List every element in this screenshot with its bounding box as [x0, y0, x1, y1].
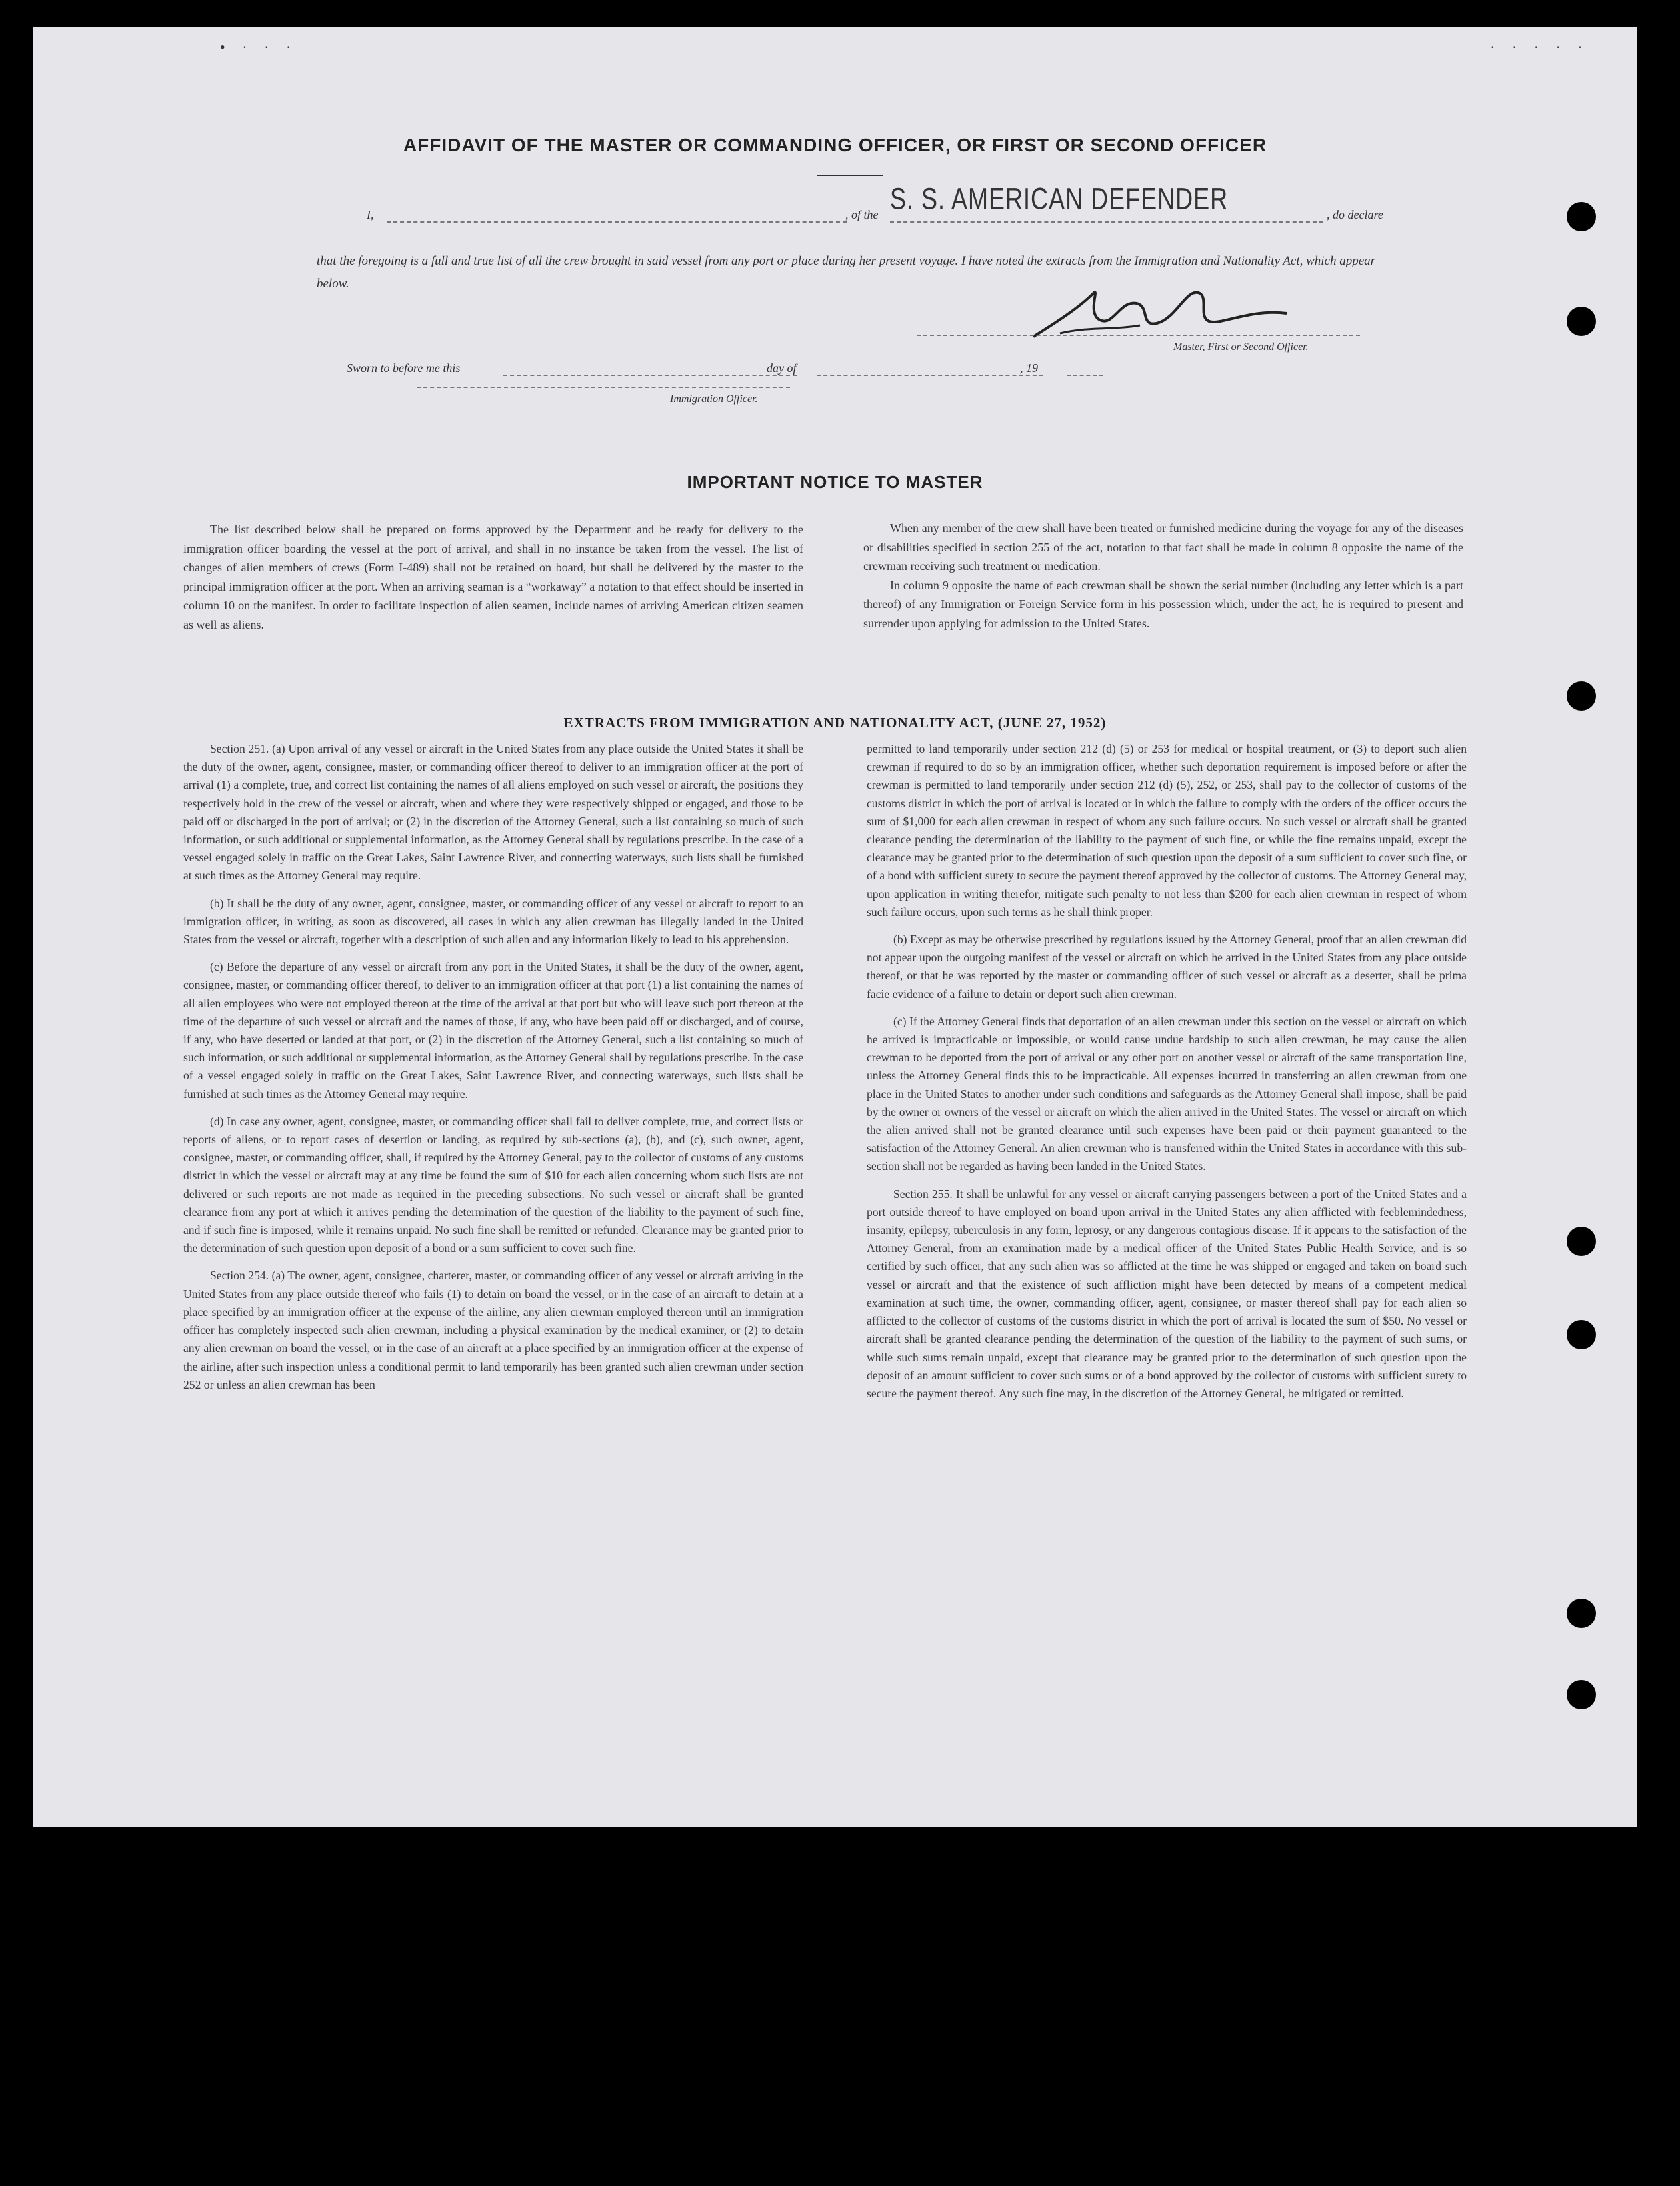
- sworn-year-field[interactable]: [1067, 375, 1103, 376]
- sworn-label: Sworn to before me this: [347, 361, 461, 375]
- immigration-officer-caption: Immigration Officer.: [670, 393, 758, 405]
- affidavit-page: [33, 27, 1637, 1827]
- notice-title: IMPORTANT NOTICE TO MASTER: [687, 472, 983, 492]
- extract-section-255: Section 255. It shall be unlawful for any vessel or aircraft carrying passengers between a port of the United States and a port outside thereof to have employed on board upon arrival in the United States any alien afflicted with feeblemindedness, insanity, epilepsy, tuberculosis in any form, leprosy, or any dangerous contagious disease. If it appears to the satisfaction of the Attorney General, from an examination made by a medical officer of the United States Public Health Service, and is so certified by such officer, that any such alien was so afflicted at the time he was shipped or engaged and taken on board such vessel or aircraft and that the existence of such affliction might have been detected by means of a competent medical examination at such time, the owner, commanding officer, agent, consignee, or master thereof shall pay for each alien so afflicted to the collector of customs of the customs district in which the port of arrival is located the sum of $50. No vessel or aircraft shall be granted clearance pending the determination of the question of the liability to the payment of such sums, or while such sums remain unpaid, except that clearance may be granted prior to the determination of such question upon the deposit of an amount sufficient to cover such sums or of a bond approved by the collector of customs with sufficient surety to secure the payment thereof. Any such fine may, in the discretion of the Attorney General, be mitigated or remitted.: [867, 1187, 1467, 1400]
- notice-right-paragraph-2: In column 9 opposite the name of each crewman shall be shown the serial number (including any letter which is a part thereof) of any Immigration or Foreign Service form in his possession which, under the act, he is required to present and surrender upon applying for admission to the United States.: [863, 578, 1463, 630]
- master-caption: Master, First or Second Officer.: [1173, 341, 1309, 353]
- punch-hole: [1567, 1227, 1596, 1256]
- edge-marks-right: · · · · ·: [1490, 39, 1589, 55]
- immigration-officer-signature-field[interactable]: [417, 387, 790, 388]
- affidavit-title: AFFIDAVIT OF THE MASTER OR COMMANDING OFFICER, OR FIRST OR SECOND OFFICER: [403, 135, 1267, 155]
- punch-hole: [1567, 307, 1596, 336]
- year-label: , 19: [1020, 361, 1038, 375]
- i-label: I,: [367, 208, 374, 221]
- extract-section-251-d: (d) In case any owner, agent, consignee, master, or commanding officer shall fail to deliver complete, true, and correct lists or reports of aliens, or to report cases of desertion or landing, as required by sub-sections (a), (b), and (c), such owner, agent, consignee, master, or commanding officer, shall, if required by the Attorney General, pay to the collector of customs of any customs district in which the vessel or aircraft may at any time be found the sum of $10 for each alien concerning whom such lists are not delivered or such reports are not made as required in the preceding subsections. No such vessel or aircraft shall be granted clearance from any port at which it arrives pending the determination of the question of the liability to the payment of such fine, and if such fine is imposed, while it remains unpaid. No such fine shall be remitted or refunded. Clearance may be granted prior to the determination of such question upon deposit of a bond or a sum sufficient to cover such fine.: [183, 1114, 803, 1255]
- extract-section-251-a: Section 251. (a) Upon arrival of any vessel or aircraft in the United States from any place outside the United States it shall be the duty of the owner, agent, consignee, master, or commanding officer thereof to deliver to an immigration officer at the port of arrival (1) a complete, true, and correct list containing the names of all aliens employed on such vessel or aircraft, the positions they respectively hold in the crew of the vessel or aircraft, when and where they were respectively shipped or engaged, and those to be paid off or discharged in the port of arrival; or (2) in the discretion of the Attorney General, such a list containing so much of such information, or such additional or supplemental information, as the Attorney General shall by regulations prescribe. In the case of a vessel engaged solely in traffic on the Great Lakes, Saint Lawrence River, and connecting waterways, such lists shall be furnished at such times as the Attorney General may require.: [183, 742, 803, 883]
- sworn-day-field[interactable]: [503, 375, 797, 376]
- do-declare-label: , do declare: [1327, 208, 1383, 221]
- declaration-text: that the foregoing is a full and true list of all the crew brought in said vessel from any port or place during her present voyage. I have noted the extracts from the Immigration and Nationality Act, which appear below.: [317, 254, 1376, 291]
- extract-section-254-a-continued: permitted to land temporarily under section 212 (d) (5) or 253 for medical or hospital treatment, or (3) to deport such alien crewman if required to do so by an immigration officer, whether such deportation requirement is imposed before or after the crewman is permitted to land temporarily under section 212 (d) (5), 252, or 253, shall pay to the collector of customs of the customs district in which the port of arrival is located or in which the failure to comply with the orders of the officer occurs the sum of $1,000 for each alien crewman in respect of whom any such failure occurs. No such vessel or aircraft shall be granted clearance pending the determination of the liability to the payment of such fine, or while the fine remains unpaid, except the clearance may be granted prior to the determination of such question upon the deposit of a sum sufficient to cover such fine, or of a bond with sufficient surety to secure the payment thereof approved by the collector of customs. The Attorney General may, upon application in writing therefor, mitigate such penalty to not less than $200 for each alien crewman in respect of whom such failure occurs, upon such terms as he shall think proper.: [867, 742, 1467, 919]
- day-of-label: day of: [767, 361, 797, 375]
- of-the-label: , of the: [845, 208, 879, 221]
- notice-left-column: [183, 520, 803, 635]
- punch-hole: [1567, 1320, 1596, 1349]
- punch-hole: [1567, 1599, 1596, 1628]
- vessel-name-stamp: S. S. AMERICAN DEFENDER: [890, 181, 1229, 216]
- extract-section-254-a: Section 254. (a) The owner, agent, consignee, charterer, master, or commanding officer of any vessel or aircraft arriving in the United States from any place outside thereof who fails (1) to detain on board the vessel, or in the case of an aircraft to detain at a place specified by an immigration officer at the expense of the airline, any alien crewman employed thereon until an immigration officer has completely inspected such alien crewman, including a physical examination by the medical examiner, or (2) to detain any alien crewman on board the vessel, or in the case of an aircraft at a place specified by an immigration officer at the expense of the airline, after such inspection unless a conditional permit to land temporarily has been granted such alien crewman under section 252 or unless an alien crewman has been: [183, 1269, 803, 1391]
- extracts-right-column: [867, 740, 1467, 1403]
- punch-hole: [1567, 202, 1596, 231]
- master-signature-field[interactable]: [917, 335, 1360, 336]
- title-underline: [817, 175, 883, 176]
- edge-marks-left: • · · ·: [220, 39, 298, 55]
- sworn-month-field[interactable]: [817, 375, 1043, 376]
- extract-section-254-b: (b) Except as may be otherwise prescribed by regulations issued by the Attorney General, proof that an alien crewman did not appear upon the outgoing manifest of the vessel or aircraft on which he arrived in the United States from any place outside thereof, or that he was reported by the master or commanding officer of such vessel or aircraft as a deserter, shall be prima facie evidence of a failure to detain or deport such alien crewman.: [867, 933, 1467, 1001]
- punch-hole: [1567, 1680, 1596, 1709]
- extract-section-254-c: (c) If the Attorney General finds that deportation of an alien crewman under this section on the vessel or aircraft on which he arrived is impracticable or impossible, or would cause undue hardship to such alien crewman, he may cause the alien crewman to be deported from the port of arrival or any other port on another vessel or aircraft of the same transportation line, unless the Attorney General finds this to be impracticable. All expenses incurred in transferring an alien crewman from one place in the United States to another under such conditions and safeguards as the Attorney General shall impose, shall be paid by the owner or owners of the vessel or aircraft on which the alien arrived in the United States. The vessel or aircraft on which the alien arrived shall not be granted clearance until such expenses have been paid or their payment guaranteed to the satisfaction of the Attorney General. An alien crewman who is transferred within the United States in accordance with this sub-section shall not be regarded as having been landed in the United States.: [867, 1014, 1467, 1173]
- notice-right-paragraph-1: When any member of the crew shall have been treated or furnished medicine during the voyage for any of the diseases or disabilities specified in section 255 of the act, notation to that fact shall be made in column 8 opposite the name of the crewman receiving such treatment or medication.: [863, 521, 1463, 573]
- extract-section-251-c: (c) Before the departure of any vessel or aircraft from any port in the United States, it shall be the duty of the owner, agent, consignee, master, or commanding officer thereof, to deliver to an immigration officer at that port (1) a list containing the names of all alien employees who were not employed thereon at the time of the arrival at that port but who will leave such port thereon at the time of the departure of such vessel or aircraft and the names of those, if any, who have been paid off or discharged, and of course, if any, who have deserted or landed at that port, or (2) in the discretion of the Attorney General, such a list containing so much of such information, or such additional or supplemental information, as the Attorney General shall by regulations prescribe. In the case of a vessel engaged solely in traffic on the Great Lakes, Saint Lawrence River, and connecting waterways, such lists shall be furnished at such times as the Attorney General may require.: [183, 960, 803, 1101]
- notice-right-column: [863, 519, 1463, 633]
- extract-section-251-b: (b) It shall be the duty of any owner, agent, consignee, master, or commanding officer of any vessel or aircraft to report to an immigration officer, in writing, as soon as discovered, all cases in which any alien crewman has illegally landed in the United States from the vessel or aircraft, together with a description of such alien and any information likely to lead to his apprehension.: [183, 896, 803, 947]
- notice-left-paragraph: The list described below shall be prepared on forms approved by the Department and be ready for delivery to the immigration officer boarding the vessel at the port of arrival, and shall in no instance be taken from the vessel. The list of changes of alien members of crews (Form I-489) shall not be retained on board, but shall be delivered by the master to the principal immigration officer at the port. When an arriving seaman is a “workaway” a notation to that effect should be inserted in column 10 on the manifest. In order to facilitate inspection of alien seamen, include names of arriving American citizen seamen as well as aliens.: [183, 523, 803, 631]
- extracts-title: EXTRACTS FROM IMMIGRATION AND NATIONALITY ACT, (JUNE 27, 1952): [563, 715, 1107, 731]
- vessel-name-field[interactable]: [890, 221, 1323, 223]
- extracts-left-column: [183, 740, 803, 1394]
- master-name-field[interactable]: [387, 221, 847, 223]
- punch-hole: [1567, 681, 1596, 711]
